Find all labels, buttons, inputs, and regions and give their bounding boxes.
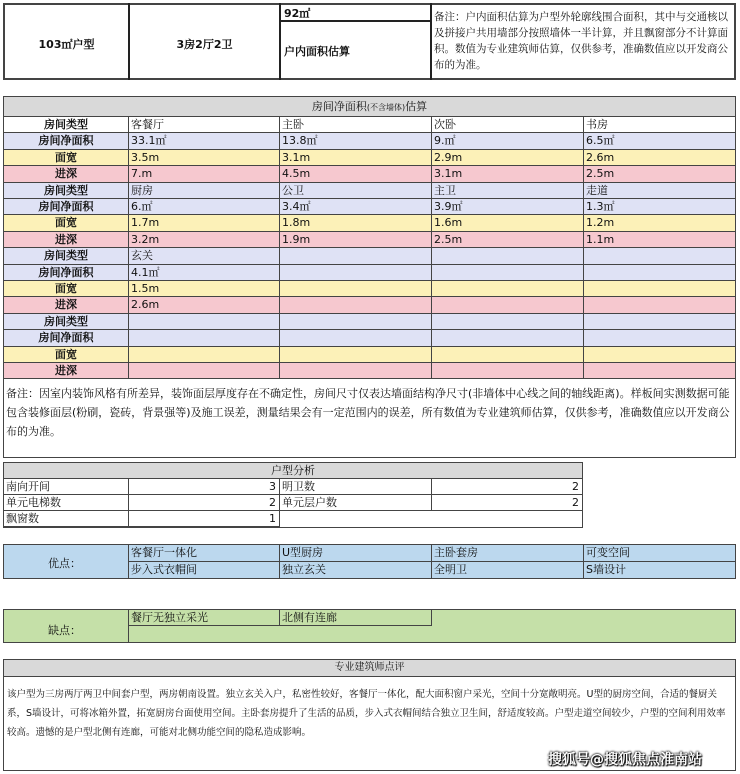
header-note: 备注：户内面积估算为户型外轮廓线围合面积，其中与交通核以及拼接户共用墙部分按照墙体一半计算，并且飘窗部分不计算面积。数值为专业建筑师估算，仅供参考，准确数值应以开发商公布的为准。 [434, 11, 728, 71]
room-type-cell [432, 248, 584, 264]
room-depth-cell: 3.2m [129, 232, 280, 248]
con-item: 北侧有连廊 [280, 610, 432, 626]
header-divider-3 [430, 3, 432, 80]
row-label-depth: 进深 [4, 363, 129, 379]
header-area: 103㎡户型 [38, 38, 95, 51]
room-type-cell: 客餐厅 [129, 117, 280, 133]
row-label-width: 面宽 [4, 281, 129, 297]
room-depth-cell: 2.5m [432, 232, 584, 248]
rooms-note: 备注：因室内装饰风格有所差异，装饰面层厚度存在不确定性，房间尺寸仅表达墙面结构净尺寸(非墙体中心线之间的轴线距离)。样板间实测数据可能包含装修面层(粉刷，瓷砖，背景强等)及施工误差，测量结果会有一定范围内的误差，所有数值为专业建筑师估算，仅供参考，准确数值应以开发商公布的为准。 [6, 387, 730, 438]
analysis-label-2: 明卫数 [280, 479, 432, 495]
room-type-cell [129, 314, 280, 330]
row-label-width: 面宽 [4, 215, 129, 231]
room-area-cell: 6.5㎡ [584, 133, 735, 149]
room-width-cell [584, 347, 735, 363]
rooms-title-main: 房间净面积 [311, 100, 367, 113]
room-depth-cell: 4.5m [280, 166, 432, 182]
room-area-cell: 33.1㎡ [129, 133, 280, 149]
review-text: 该户型为三房两厅两卫中间套户型，两房朝南设置。独立玄关入户，私密性较好，客餐厅一体化，配大面积窗户采光，空间十分宽敞明亮。U型的厨房空间，合适的餐厨关系，S墙设计，可将冰箱外置，拓宽厨房台面使用空间。主卧套房提升了生活的品质，步入式衣帽间结合独立卫生间，舒适度较高。户型走道空间较少，户型的空间利用效率较高。遗憾的是户型北侧有连廊，可能对北侧功能空间的隐私造成影响。 [7, 689, 726, 738]
pro-item: 步入式衣帽间 [129, 562, 280, 579]
row-label-width: 面宽 [4, 347, 129, 363]
analysis-label: 飘窗数 [4, 511, 129, 527]
analysis-label-2: 单元层户数 [280, 495, 432, 511]
room-width-cell: 1.5m [129, 281, 280, 297]
row-label-depth: 进深 [4, 166, 129, 182]
room-width-cell [129, 347, 280, 363]
room-area-cell: 9.㎡ [432, 133, 584, 149]
room-area-cell [432, 265, 584, 281]
analysis-value: 3 [129, 479, 280, 495]
room-type-cell: 次卧 [432, 117, 584, 133]
room-width-cell: 3.1m [280, 150, 432, 166]
pros-label: 优点： [48, 557, 81, 570]
room-area-cell [280, 330, 432, 346]
con-item: 餐厅无独立采光 [129, 610, 280, 626]
room-type-cell: 书房 [584, 117, 735, 133]
room-width-cell: 3.5m [129, 150, 280, 166]
room-width-cell [280, 281, 432, 297]
room-width-cell [584, 281, 735, 297]
rooms-title [4, 97, 735, 117]
analysis-value-2: 2 [432, 479, 582, 495]
analysis-value-2: 2 [432, 495, 582, 511]
room-area-cell: 1.3㎡ [584, 199, 735, 215]
room-depth-cell [584, 297, 735, 313]
header-layout: 3房2厅2卫 [176, 38, 233, 51]
room-depth-cell: 2.6m [129, 297, 280, 313]
row-label-depth: 进深 [4, 297, 129, 313]
pro-item: 独立玄关 [280, 562, 432, 579]
room-area-cell: 3.9㎡ [432, 199, 584, 215]
room-area-cell [584, 330, 735, 346]
row-label-type: 房间类型 [4, 117, 129, 133]
analysis-table [3, 462, 583, 528]
room-area-cell [129, 330, 280, 346]
room-type-cell [280, 314, 432, 330]
pro-item: 可变空间 [584, 545, 735, 562]
analysis-value: 1 [129, 511, 280, 527]
room-width-cell: 1.7m [129, 215, 280, 231]
room-type-cell [280, 248, 432, 264]
room-width-cell [280, 347, 432, 363]
cons-label: 缺点： [48, 624, 81, 637]
row-label-area: 房间净面积 [4, 133, 129, 149]
row-label-area: 房间净面积 [4, 265, 129, 281]
analysis-value: 2 [129, 495, 280, 511]
analysis-title: 户型分析 [4, 463, 582, 479]
room-depth-cell [432, 297, 584, 313]
room-depth-cell: 7.m [129, 166, 280, 182]
review-title: 专业建筑师点评 [4, 660, 735, 677]
cons-section [3, 609, 736, 643]
room-type-cell [584, 314, 735, 330]
room-width-cell [432, 347, 584, 363]
room-depth-cell [280, 297, 432, 313]
room-type-cell: 主卫 [432, 183, 584, 199]
room-depth-cell [584, 363, 735, 379]
room-width-cell [432, 281, 584, 297]
pro-item: 全明卫 [432, 562, 584, 579]
room-area-cell [584, 265, 735, 281]
row-label-type: 房间类型 [4, 314, 129, 330]
pro-item: 客餐厅一体化 [129, 545, 280, 562]
room-depth-cell: 1.1m [584, 232, 735, 248]
row-label-area: 房间净面积 [4, 199, 129, 215]
row-label-type: 房间类型 [4, 248, 129, 264]
row-label-area: 房间净面积 [4, 330, 129, 346]
room-type-cell [432, 314, 584, 330]
room-type-cell: 走道 [584, 183, 735, 199]
room-depth-cell: 1.9m [280, 232, 432, 248]
room-type-cell: 主卧 [280, 117, 432, 133]
room-width-cell: 2.9m [432, 150, 584, 166]
room-width-cell: 1.2m [584, 215, 735, 231]
room-type-cell [584, 248, 735, 264]
room-area-cell [432, 330, 584, 346]
row-label-depth: 进深 [4, 232, 129, 248]
rooms-title-small: (不含墙体) [366, 103, 406, 112]
room-width-cell: 1.6m [432, 215, 584, 231]
analysis-label: 南向开间 [4, 479, 129, 495]
pro-item: 主卧套房 [432, 545, 584, 562]
row-label-width: 面宽 [4, 150, 129, 166]
header-inner-area-label: 户内面积估算 [284, 45, 350, 58]
room-type-cell: 玄关 [129, 248, 280, 264]
room-width-cell: 2.6m [584, 150, 735, 166]
row-label-type: 房间类型 [4, 183, 129, 199]
analysis-label: 单元电梯数 [4, 495, 129, 511]
room-area-cell [280, 265, 432, 281]
room-area-cell: 6.㎡ [129, 199, 280, 215]
room-width-cell: 1.8m [280, 215, 432, 231]
room-depth-cell [280, 363, 432, 379]
room-type-cell: 厨房 [129, 183, 280, 199]
watermark: 搜狐号@搜狐焦点淮南站 [548, 752, 702, 768]
room-type-cell: 公卫 [280, 183, 432, 199]
pro-item: S墙设计 [586, 562, 626, 576]
rooms-table [3, 96, 736, 458]
room-depth-cell [129, 363, 280, 379]
pro-item: U型厨房 [280, 545, 432, 562]
room-depth-cell [432, 363, 584, 379]
room-area-cell: 3.4㎡ [280, 199, 432, 215]
room-area-cell: 4.1㎡ [129, 265, 280, 281]
room-depth-cell: 3.1m [432, 166, 584, 182]
pros-section [3, 544, 736, 579]
header-divider-2 [279, 3, 281, 80]
room-depth-cell: 2.5m [584, 166, 735, 182]
rooms-title-end: 估算 [405, 100, 428, 113]
room-area-cell: 13.8㎡ [280, 133, 432, 149]
header-inner-area-value: 92㎡ [284, 7, 311, 20]
